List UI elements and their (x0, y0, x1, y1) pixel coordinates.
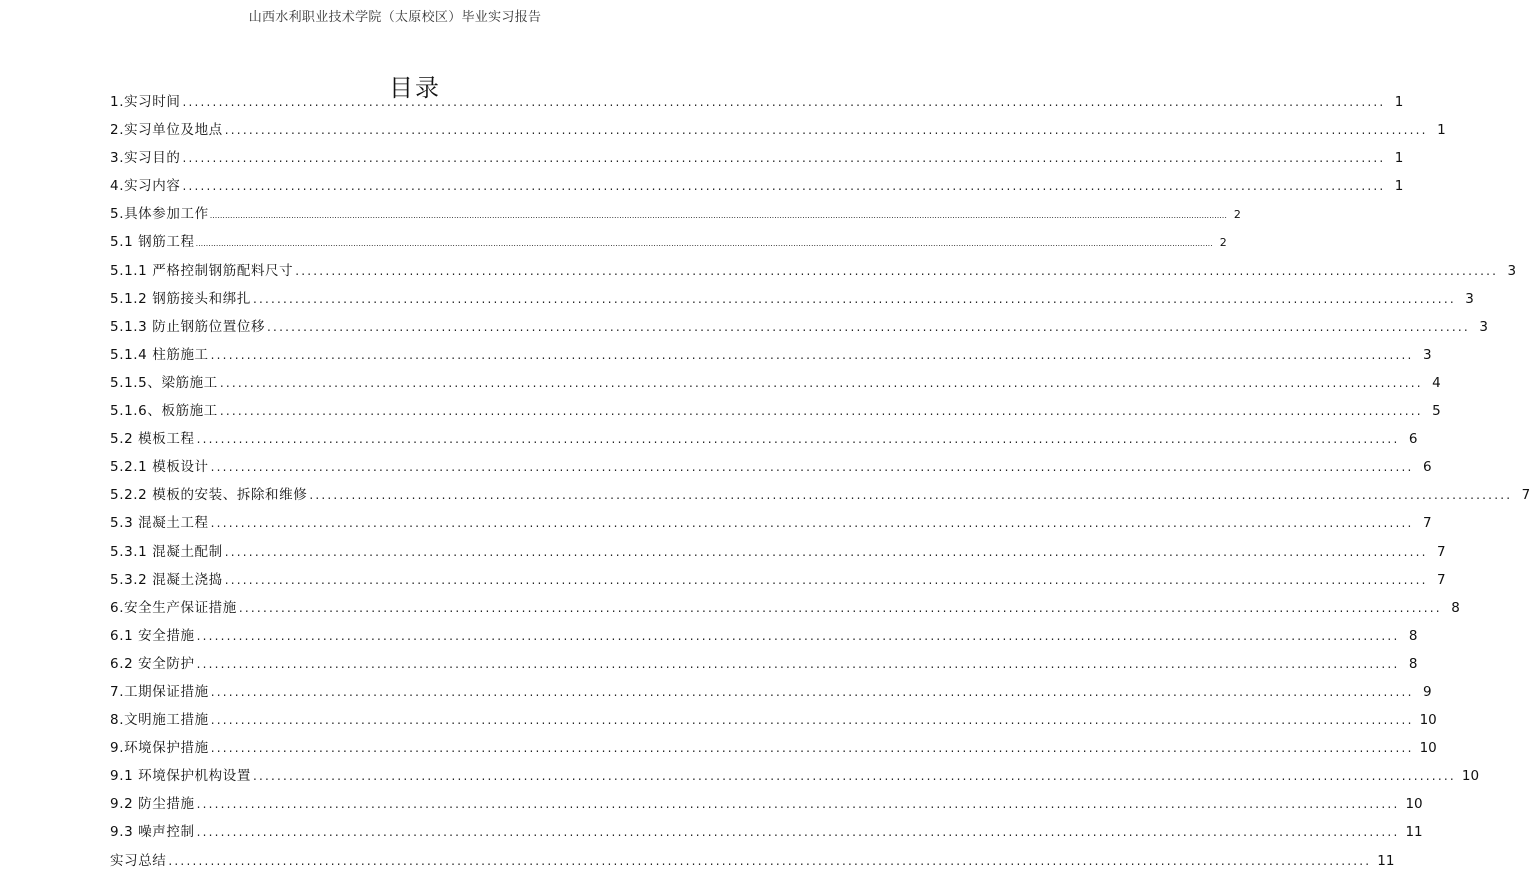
toc-entry-label: 3.实习目的 (110, 150, 181, 167)
toc-dot-leader: ........................................................................................................................................................................................................ (309, 488, 1513, 503)
toc-entry-label: 6.安全生产保证措施 (110, 599, 237, 616)
toc-entry-page: 10 (1405, 796, 1423, 813)
toc-entry-page: 8 (1451, 599, 1460, 616)
toc-entry-label: 5.具体参加工作 (110, 206, 209, 223)
toc-entry-page: 7 (1521, 487, 1530, 504)
toc-dot-leader: ........................................................................................................................................................................................................ (196, 628, 1400, 643)
toc-entry-label: 9.环境保护措施 (110, 740, 209, 757)
toc-entry[interactable] (110, 232, 1227, 260)
toc-entry[interactable] (110, 92, 1404, 120)
toc-entry[interactable] (110, 682, 1432, 710)
toc-entry-page: 3 (1422, 346, 1432, 363)
toc-entry-label: 6.1 安全措施 (110, 627, 195, 644)
toc-entry-label: 6.2 安全防护 (110, 655, 195, 672)
toc-entry-page: 1 (1394, 150, 1404, 167)
toc-dot-leader: ................................................................................................................................................................................................................................................................................................................................................................................................................ (195, 239, 1213, 249)
toc-entry[interactable] (110, 570, 1446, 598)
toc-entry[interactable] (110, 794, 1423, 822)
toc-entry-page: 7 (1437, 571, 1446, 588)
toc-dot-leader: ........................................................................................................................................................................................................ (238, 600, 1442, 615)
toc-dot-leader: ........................................................................................................................................................................................................ (182, 151, 1386, 166)
table-of-contents (110, 92, 1530, 879)
toc-entry-page: 3 (1465, 290, 1474, 307)
toc-entry[interactable] (110, 261, 1517, 289)
toc-entry-label: 5.3 混凝土工程 (110, 515, 209, 532)
toc-dot-leader: ........................................................................................................................................................................................................ (196, 432, 1400, 447)
toc-entry-page: 9 (1422, 683, 1432, 700)
toc-dot-leader: ........................................................................................................................................................................................................ (224, 544, 1428, 559)
toc-entry[interactable] (110, 204, 1241, 232)
toc-dot-leader: ........................................................................................................................................................................................................ (210, 460, 1414, 475)
toc-entry-page: 10 (1419, 712, 1437, 729)
toc-entry-label: 5.3.2 混凝土浇捣 (110, 571, 223, 588)
toc-dot-leader: ........................................................................................................................................................................................................ (210, 713, 1414, 728)
toc-entry-page: 8 (1408, 655, 1418, 672)
toc-entry[interactable] (110, 429, 1418, 457)
toc-entry-page: 11 (1377, 852, 1395, 869)
toc-entry-label: 5.1.3 防止钢筋位置位移 (110, 318, 266, 335)
toc-entry[interactable] (110, 289, 1474, 317)
toc-dot-leader: ........................................................................................................................................................................................................ (210, 516, 1414, 531)
toc-entry-page: 1 (1394, 94, 1404, 110)
toc-entry[interactable] (110, 148, 1404, 176)
toc-entry[interactable] (110, 513, 1432, 541)
toc-entry-page: 10 (1419, 740, 1437, 757)
toc-dot-leader: ........................................................................................................................................................................................................ (196, 656, 1400, 671)
page-title: 目录 (389, 74, 441, 103)
toc-dot-leader: ........................................................................................................................................................................................................ (224, 123, 1428, 138)
toc-entry-label: 5.1.5、梁筋施工 (110, 374, 218, 391)
toc-entry-label: 5.1 钢筋工程 (110, 234, 195, 251)
toc-entry-label: 7.工期保证措施 (110, 683, 209, 700)
toc-dot-leader: ........................................................................................................................................................................................................ (196, 825, 1400, 840)
toc-entry-page: 1 (1437, 122, 1446, 139)
toc-entry[interactable] (110, 626, 1418, 654)
toc-dot-leader: ........................................................................................................................................................................................................ (252, 769, 1456, 784)
toc-entry-label: 9.1 环境保护机构设置 (110, 768, 251, 785)
toc-entry-page: 8 (1408, 627, 1418, 644)
toc-entry-page: 6 (1408, 431, 1418, 448)
toc-dot-leader: ................................................................................................................................................................................................................................................................................................................................................................................................................ (209, 211, 1227, 221)
toc-entry[interactable] (110, 176, 1404, 204)
toc-dot-leader: ........................................................................................................................................................................................................ (295, 263, 1499, 278)
toc-entry-page: 3 (1507, 262, 1517, 279)
toc-entry[interactable] (110, 345, 1432, 373)
toc-entry-label: 5.3.1 混凝土配制 (110, 543, 223, 560)
toc-entry-page: 11 (1405, 824, 1423, 841)
toc-entry-label: 5.1.1 严格控制钢筋配料尺寸 (110, 262, 294, 279)
toc-entry[interactable] (110, 317, 1488, 345)
toc-entry-label: 5.1.2 钢筋接头和绑扎 (110, 290, 251, 307)
toc-dot-leader: ........................................................................................................................................................................................................ (219, 404, 1423, 419)
toc-entry-label: 5.2.1 模板设计 (110, 459, 209, 476)
toc-entry-label: 9.2 防尘措施 (110, 796, 195, 813)
toc-entry[interactable] (110, 851, 1395, 879)
toc-entry[interactable] (110, 485, 1530, 513)
toc-entry-label: 5.1.6、板筋施工 (110, 403, 218, 420)
toc-entry-page: 6 (1422, 459, 1432, 476)
toc-entry-page: 10 (1461, 768, 1480, 785)
toc-entry[interactable] (110, 120, 1446, 148)
toc-dot-leader: ........................................................................................................................................................................................................ (210, 347, 1414, 362)
toc-entry[interactable] (110, 822, 1423, 850)
toc-entry-page: 7 (1437, 543, 1446, 560)
toc-entry-label: 1.实习时间 (110, 94, 181, 110)
toc-entry-label: 4.实习内容 (110, 178, 181, 195)
toc-dot-leader: ........................................................................................................................................................................................................ (224, 572, 1428, 587)
toc-dot-leader: ........................................................................................................................................................................................................ (168, 853, 1372, 868)
toc-entry[interactable] (110, 598, 1460, 626)
toc-entry-page: 3 (1479, 318, 1488, 335)
toc-dot-leader: ........................................................................................................................................................................................................ (252, 291, 1456, 306)
toc-entry[interactable] (110, 654, 1418, 682)
toc-dot-leader: ........................................................................................................................................................................................................ (182, 95, 1386, 109)
toc-entry-label: 5.2.2 模板的安装、拆除和维修 (110, 487, 308, 504)
toc-entry-page: 7 (1422, 515, 1432, 532)
toc-entry[interactable] (110, 738, 1437, 766)
toc-entry-label: 实习总结 (110, 852, 167, 869)
toc-entry[interactable] (110, 401, 1441, 429)
toc-entry[interactable] (110, 766, 1480, 794)
toc-entry[interactable] (110, 542, 1446, 570)
toc-entry-label: 5.2 模板工程 (110, 431, 195, 448)
toc-dot-leader: ........................................................................................................................................................................................................ (219, 375, 1423, 390)
toc-entry[interactable] (110, 373, 1441, 401)
toc-entry-page: 2 (1219, 236, 1227, 250)
toc-entry-page: 1 (1394, 178, 1404, 195)
toc-entry[interactable] (110, 457, 1432, 485)
toc-dot-leader: ........................................................................................................................................................................................................ (196, 797, 1400, 812)
toc-entry[interactable] (110, 710, 1437, 738)
toc-dot-leader: ........................................................................................................................................................................................................ (267, 319, 1470, 334)
toc-entry-page: 5 (1432, 403, 1441, 420)
toc-entry-label: 5.1.4 柱筋施工 (110, 346, 209, 363)
toc-dot-leader: ........................................................................................................................................................................................................ (182, 179, 1386, 194)
toc-dot-leader: ........................................................................................................................................................................................................ (210, 741, 1414, 756)
toc-entry-label: 8.文明施工措施 (110, 712, 209, 729)
toc-dot-leader: ........................................................................................................................................................................................................ (210, 684, 1414, 699)
toc-entry-page: 4 (1432, 374, 1441, 391)
toc-entry-page: 2 (1233, 208, 1241, 222)
toc-entry-label: 9.3 噪声控制 (110, 824, 195, 841)
toc-entry-label: 2.实习单位及地点 (110, 122, 223, 139)
running-header: 山西水利职业技术学院（太原校区）毕业实习报告 (248, 10, 542, 25)
